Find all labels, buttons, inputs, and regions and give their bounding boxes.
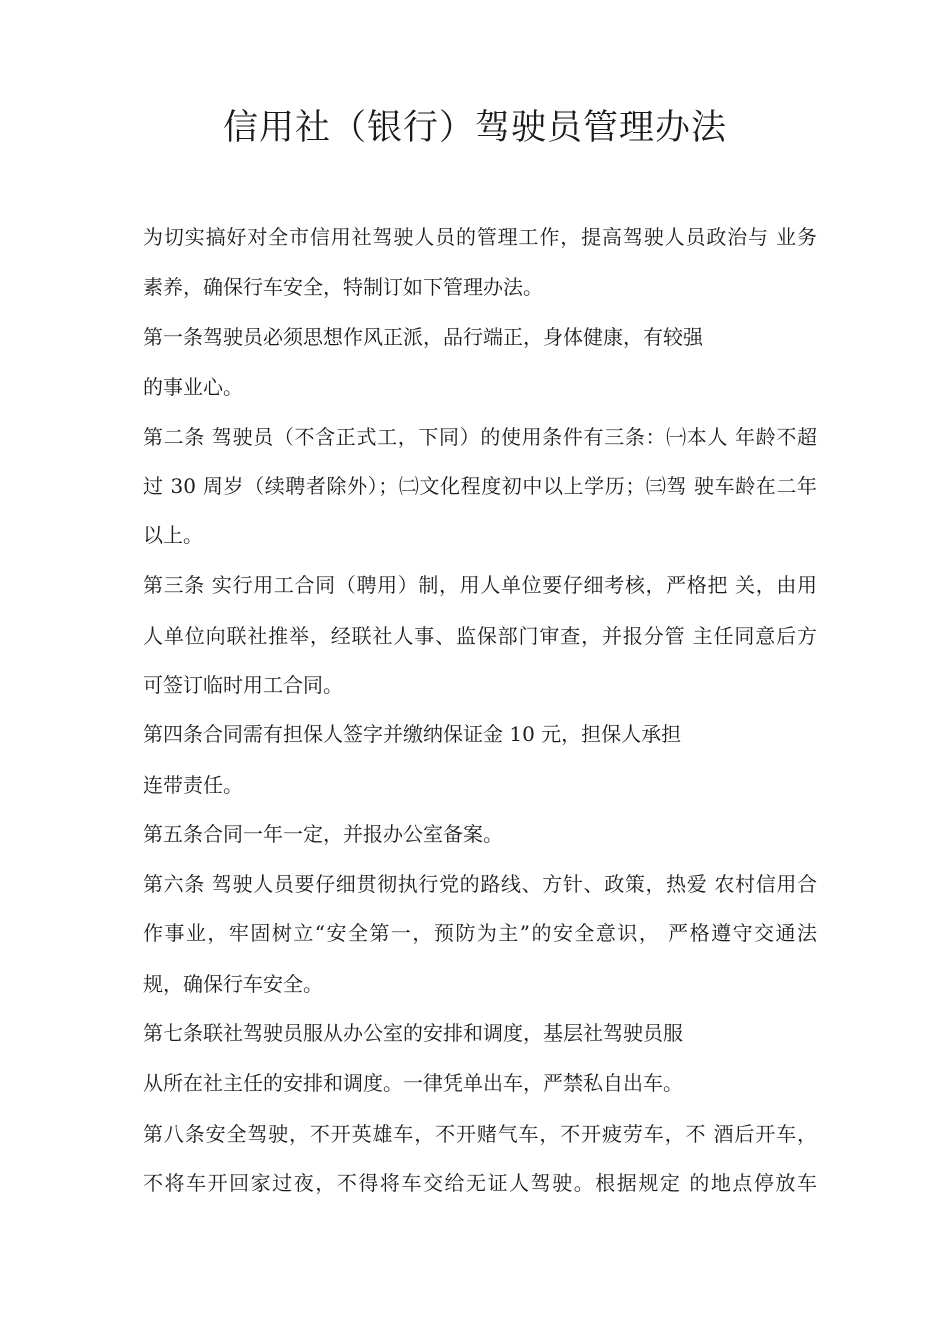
text-line: 第三条 实行用工合同（聘用）制，用人单位要仔细考核，严格把 关，由用 bbox=[143, 573, 817, 597]
text-line: 第八条安全驾驶，不开英雄车，不开赌气车，不开疲劳车，不 酒后开车， bbox=[143, 1122, 817, 1146]
text-line: 从所在社主任的安排和调度。一律凭单出车，严禁私自出车。 bbox=[143, 1071, 683, 1095]
text-line: 连带责任。 bbox=[143, 773, 243, 797]
text-line: 作事业，牢固树立“安全第一，预防为主”的安全意识， 严格遵守交通法 bbox=[143, 921, 817, 945]
text-line: 可签订临时用工合同。 bbox=[143, 673, 343, 697]
text-line: 过 30 周岁（续聘者除外）；㈡文化程度初中以上学历；㈢驾 驶车龄在二年 bbox=[143, 474, 817, 498]
text-line: 素养，确保行车安全，特制订如下管理办法。 bbox=[143, 275, 543, 299]
text-line: 第七条联社驾驶员服从办公室的安排和调度，基层社驾驶员服 bbox=[143, 1021, 683, 1045]
text-line: 第六条 驾驶人员要仔细贯彻执行党的路线、方针、政策，热爱 农村信用合 bbox=[143, 872, 817, 896]
document-title: 信用社（银行）驾驶员管理办法 bbox=[222, 108, 727, 148]
text-line: 第四条合同需有担保人签字并缴纳保证金 10 元，担保人承担 bbox=[143, 722, 682, 746]
text-line: 第二条 驾驶员（不含正式工，下同）的使用条件有三条：㈠本人 年龄不超 bbox=[143, 425, 817, 449]
text-line: 第一条驾驶员必须思想作风正派，品行端正，身体健康，有较强 bbox=[143, 325, 703, 349]
text-line: 的事业心。 bbox=[143, 375, 243, 399]
text-line: 以上。 bbox=[143, 523, 203, 547]
text-line: 为切实搞好对全市信用社驾驶人员的管理工作，提高驾驶人员政治与 业务 bbox=[143, 225, 817, 249]
text-line: 人单位向联社推举，经联社人事、监保部门审查，并报分管 主任同意后方 bbox=[143, 624, 817, 648]
text-line: 规，确保行车安全。 bbox=[143, 972, 323, 996]
text-line: 不将车开回家过夜，不得将车交给无证人驾驶。根据规定 的地点停放车 bbox=[143, 1171, 817, 1195]
text-line: 第五条合同一年一定，并报办公室备案。 bbox=[143, 822, 503, 846]
